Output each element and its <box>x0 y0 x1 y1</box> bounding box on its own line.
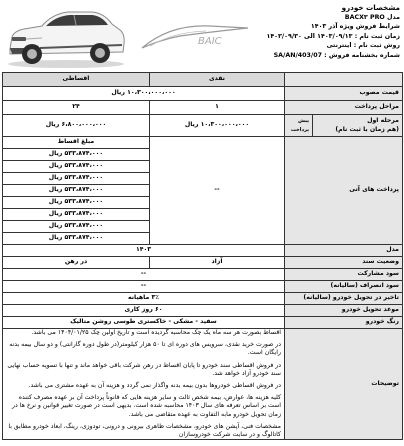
header-sale-terms: شرایط فروش ویژه آذر ۱۴۰۳ <box>310 23 400 31</box>
header-registration-method: روش ثبت نام : اینترنتی <box>326 42 400 50</box>
note-item: کلیه هزینه ها، عوارض، بیمه شخص ثالث و سایر هزینه هایی که قانوناً پرداخت آن بر عهده مصرف کننده است بر اساس تعرفه های سال ۱۴۰۳ محاسبه شده است. بدیهی است در صورت تغییر قوانین و نرخ ها در زمان تحویل خودرو مابه التفاوت به عهده متقاضی می باشد. <box>12 394 281 418</box>
row-label: توضیحات <box>285 329 403 440</box>
spec-table <box>2 72 403 440</box>
doc-cash: آزاد <box>150 257 285 269</box>
notes-cell <box>3 329 285 440</box>
prepay-group-label: پیش پرداخت <box>285 115 313 137</box>
header-empty-cell <box>285 73 403 87</box>
logo-text: BAIC <box>198 36 222 47</box>
row-label: مدل <box>285 245 403 257</box>
installment-amount: ۵۳۳،۸۷۴،۰۰۰ ریال <box>3 233 150 245</box>
installment-amount: ۵۳۳،۸۷۴،۰۰۰ ریال <box>3 209 150 221</box>
header-title: مشخصات خودرو <box>341 3 400 12</box>
table-row <box>3 293 403 305</box>
price-value: ۱۰،۳۰۰،۰۰۰،۰۰۰ ریال <box>3 87 285 101</box>
installment-amount: ۵۳۳،۸۷۴،۰۰۰ ریال <box>3 173 150 185</box>
row-label: سود مشارکت <box>285 269 403 281</box>
header-model: مدل BACX۳ PRO <box>344 13 400 21</box>
installment-amount: ۵۳۳،۸۷۴،۰۰۰ ریال <box>3 185 150 197</box>
prepay-install: ۶،۸۰۰،۰۰۰،۰۰۰ ریال <box>3 115 150 137</box>
table-header-row <box>3 73 403 87</box>
table-row <box>3 305 403 317</box>
model-value: ۱۴۰۳ <box>3 245 285 257</box>
col-cash-header: نقدی <box>150 73 285 87</box>
note-item: در فروش اقساطی خودروها بدون بیمه بدنه واگذار نمی گردد و هزینه آن به عهده مشتری می باشد. <box>28 382 281 390</box>
header <box>0 0 404 71</box>
installment-amount: ۵۳۳،۸۷۴،۰۰۰ ریال <box>3 221 150 233</box>
prepay-stage-label: مرحله اول <box>367 117 399 125</box>
row-label: سود انصراف (سالیانه) <box>285 281 403 293</box>
row-label: رنگ خودرو <box>285 317 403 329</box>
compensation-value: -- <box>3 281 285 293</box>
table-row <box>3 137 403 149</box>
row-label: تاخیر در تحویل خودرو (سالیانه) <box>285 293 403 305</box>
table-row <box>3 245 403 257</box>
delivery-value: ۶۰ روز کاری <box>3 305 285 317</box>
note-item: در صورت خرید نقدی، سرویس های دوره ای تا ۵۰ هزار کیلومتر(در طول دوره گارانتی) و دو سال بیمه بدنه رایگان است. <box>9 341 281 357</box>
note-item: مشخصات فنی، آپشن های خودرو، مشخصات ظاهری بیرونی و درونی، تودوزی، رینگ، ابعاد خودرو مطابق با کاتالوگ و در سایت شرکت خودروسازان <box>8 422 281 439</box>
row-label: پرداخت های آتی <box>285 137 403 245</box>
table-row <box>3 87 403 101</box>
table-row <box>3 257 403 269</box>
stages-cash: ۱ <box>150 101 285 115</box>
color-value: سفید - مشکی - خاکستری طوسی روشن متالیک <box>3 317 285 329</box>
table-row <box>3 281 403 293</box>
car-image <box>4 4 128 70</box>
prepay-cash: ۱۰،۳۰۰،۰۰۰،۰۰۰ ریال <box>150 115 285 137</box>
row-label: موعد تحویل خودرو <box>285 305 403 317</box>
note-item: در فروش اقساطی سند خودرو تا پایان اقساط در رهن شرکت باقی خواهد ماند و تنها با تسویه حساب نهایی سند خودرو آزاد خواهد شد. <box>7 361 281 377</box>
header-text <box>185 3 400 61</box>
table-row <box>3 115 403 137</box>
row-label: وضعیت سند <box>285 257 403 269</box>
installments-cash: -- <box>150 137 285 245</box>
stages-install: ۲۴ <box>3 101 150 115</box>
delay-value: ۳٪ ماهیانه <box>3 293 285 305</box>
installment-amount: ۵۳۳،۸۷۴،۰۰۰ ریال <box>3 197 150 209</box>
row-label: مراحل پرداخت <box>285 101 403 115</box>
installment-amount: ۵۳۳،۸۷۴،۰۰۰ ریال <box>3 149 150 161</box>
col-install-header: اقساطی <box>3 73 150 87</box>
installment-amount: ۵۳۳،۸۷۴،۰۰۰ ریال <box>3 161 150 173</box>
prepay-stage-sublabel: (هم زمان با ثبت نام) <box>335 125 399 133</box>
table-row <box>3 329 403 440</box>
row-label <box>313 115 403 137</box>
note-item: اقساط بصورت هر سه ماه یک چک محاسبه گردیده است و تاریخ اولین چک ۱۴۰۴/۰۱/۲۵ می باشد. <box>31 329 281 336</box>
installments-title: مبلغ اقساط <box>3 137 150 149</box>
header-registration-period: زمان ثبت نام : ۱۴۰۳/۰۹/۱۳ الی ۱۴۰۳/۰۹/۳۰ <box>266 32 400 40</box>
table-row <box>3 269 403 281</box>
partner-profit-value: -- <box>3 269 285 281</box>
table-row <box>3 317 403 329</box>
table-row <box>3 101 403 115</box>
row-label: قیمت مصوب <box>285 87 403 101</box>
doc-install: در رهن <box>3 257 150 269</box>
header-circular-number: شماره بخشنامه فروش : SA/AN/403/07 <box>273 51 400 59</box>
